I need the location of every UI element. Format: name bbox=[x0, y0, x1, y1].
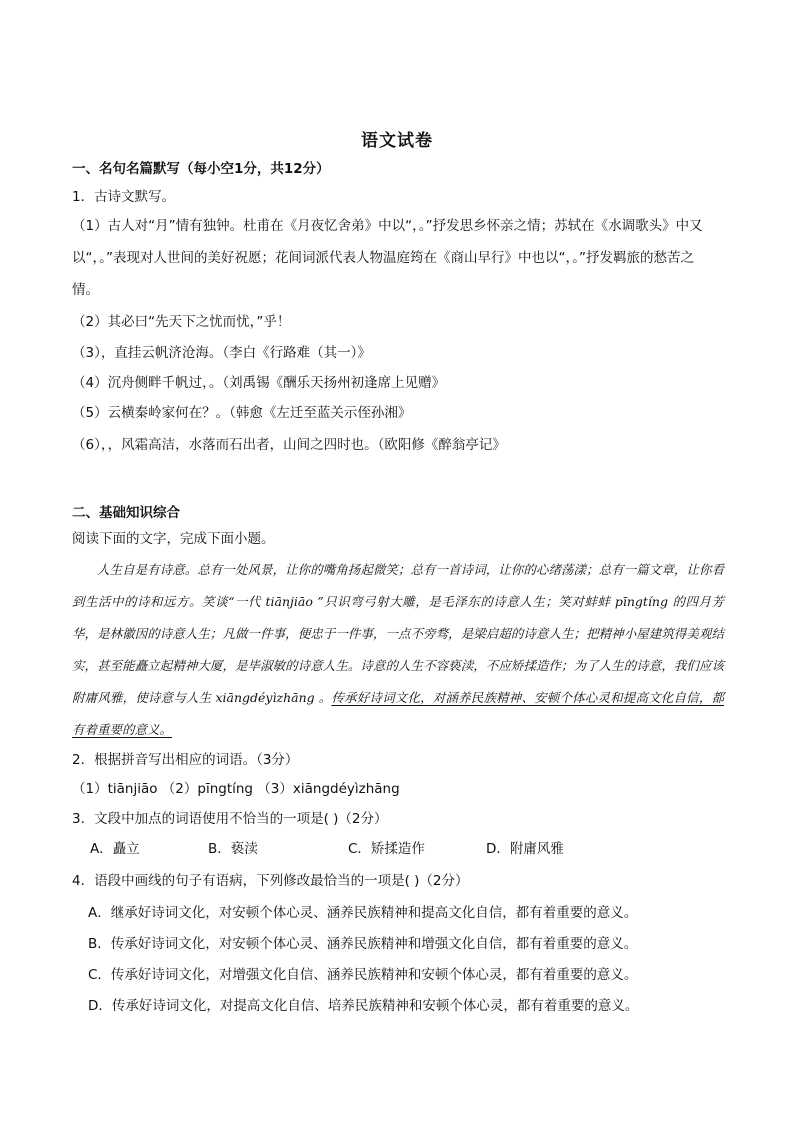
q1-line-2: 以“，。”表现对人世间的美好祝愿；花间词派代表人物温庭筠在《商山早行》中也以“，。”抒发羁旅的愁苦之 bbox=[72, 250, 694, 266]
q1-line-7: （5）云横秦岭家何在？。（韩愈《左迁至蓝关示侄孙湘》 bbox=[72, 405, 412, 421]
passage-underlined-sentence: 传承好诗词文化，对涵养民族精神、安顿个体心灵和提高文化自信，都有着重要的意义。 bbox=[72, 690, 724, 737]
question-4: 4．语段中画线的句子有语病，下列修改最恰当的一项是( )（2分） bbox=[72, 873, 469, 889]
q3-choice-a: A．矗立 bbox=[90, 841, 140, 857]
q1-line-8: （6），，风霜高洁，水落而石出者，山间之四时也。（欧阳修《醉翁亭记》 bbox=[72, 437, 506, 453]
q3-choice-d: D．附庸风雅 bbox=[486, 841, 564, 857]
q4-choice-b: B．传承好诗词文化，对安顿个体心灵、涵养民族精神和增强文化自信，都有着重要的意义。 bbox=[88, 936, 638, 952]
question-3: 3．文段中加点的词语使用不恰当的一项是( )（2分） bbox=[72, 811, 388, 827]
q1-line-4: （2）其必曰“先天下之忧而忧，”乎！ bbox=[72, 314, 291, 330]
question-2: 2．根据拼音写出相应的词语。（3分） bbox=[72, 752, 299, 768]
q3-choice-b: B．亵渎 bbox=[208, 841, 258, 857]
q1-line-3: 情。 bbox=[72, 282, 99, 298]
question-1: 1．古诗文默写。 bbox=[72, 189, 176, 205]
reading-passage bbox=[72, 554, 724, 746]
section1-heading: 一、名句名篇默写（每小空1分，共12分） bbox=[72, 161, 330, 177]
q4-choice-a: A．继承好诗词文化，对安顿个体心灵、涵养民族精神和提高文化自信，都有着重要的意义。 bbox=[88, 905, 638, 921]
reading-instruction: 阅读下面的文字，完成下面小题。 bbox=[72, 531, 275, 547]
q1-line-1: （1）古人对“月”情有独钟。杜甫在《月夜忆舍弟》中以“，。”抒发思乡怀亲之情；苏轼在《水调歌头》中又 bbox=[72, 218, 703, 234]
question-2-items: （1）tiānjiāo （2）pīngtíng （3）xiāngdéyìzhāng bbox=[72, 781, 400, 797]
q3-choice-c: C．矫揉造作 bbox=[348, 841, 425, 857]
q4-choice-c: C．传承好诗词文化，对增强文化自信、涵养民族精神和安顿个体心灵，都有着重要的意义。 bbox=[88, 967, 638, 983]
page-title: 语文试卷 bbox=[361, 131, 433, 151]
question-3-choices bbox=[90, 839, 564, 859]
section2-heading: 二、基础知识综合 bbox=[72, 505, 180, 521]
passage-text: 人生自是有诗意。总有一处风景，让你的嘴角扬起微笑；总有一首诗词，让你的心绪荡漾；总有一篇文章，让你看到生活中的诗和远方。笑谈“一代 tiānjiāo ”只识弯弓射大雕，是毛泽东的诗意人生；笑对蚌蚌 pīngtíng 的四月芳华，是林徽因的诗意人生；凡做一件事，便忠于一件事，一点不旁骛，是梁启超的诗意人生；把精神小屋建筑得美观结实，甚至能矗立起精神大厦，是毕淑敏的诗意人生。诗意的人生不容亵渎，不应矫揉造作；为了人生的诗意，我们应该附庸风雅，使诗意与人生 xiāngdéyìzhāng 。 bbox=[72, 562, 724, 705]
q1-line-6: （4）沉舟侧畔千帆过，。（刘禹锡《酬乐天扬州初逢席上见赠》 bbox=[72, 375, 446, 391]
q4-choice-d: D．传承好诗词文化，对提高文化自信、培养民族精神和安顿个体心灵，都有着重要的意义。 bbox=[88, 998, 639, 1014]
q1-line-5: （3），直挂云帆济沧海。（李白《行路难（其一）》 bbox=[72, 345, 371, 361]
